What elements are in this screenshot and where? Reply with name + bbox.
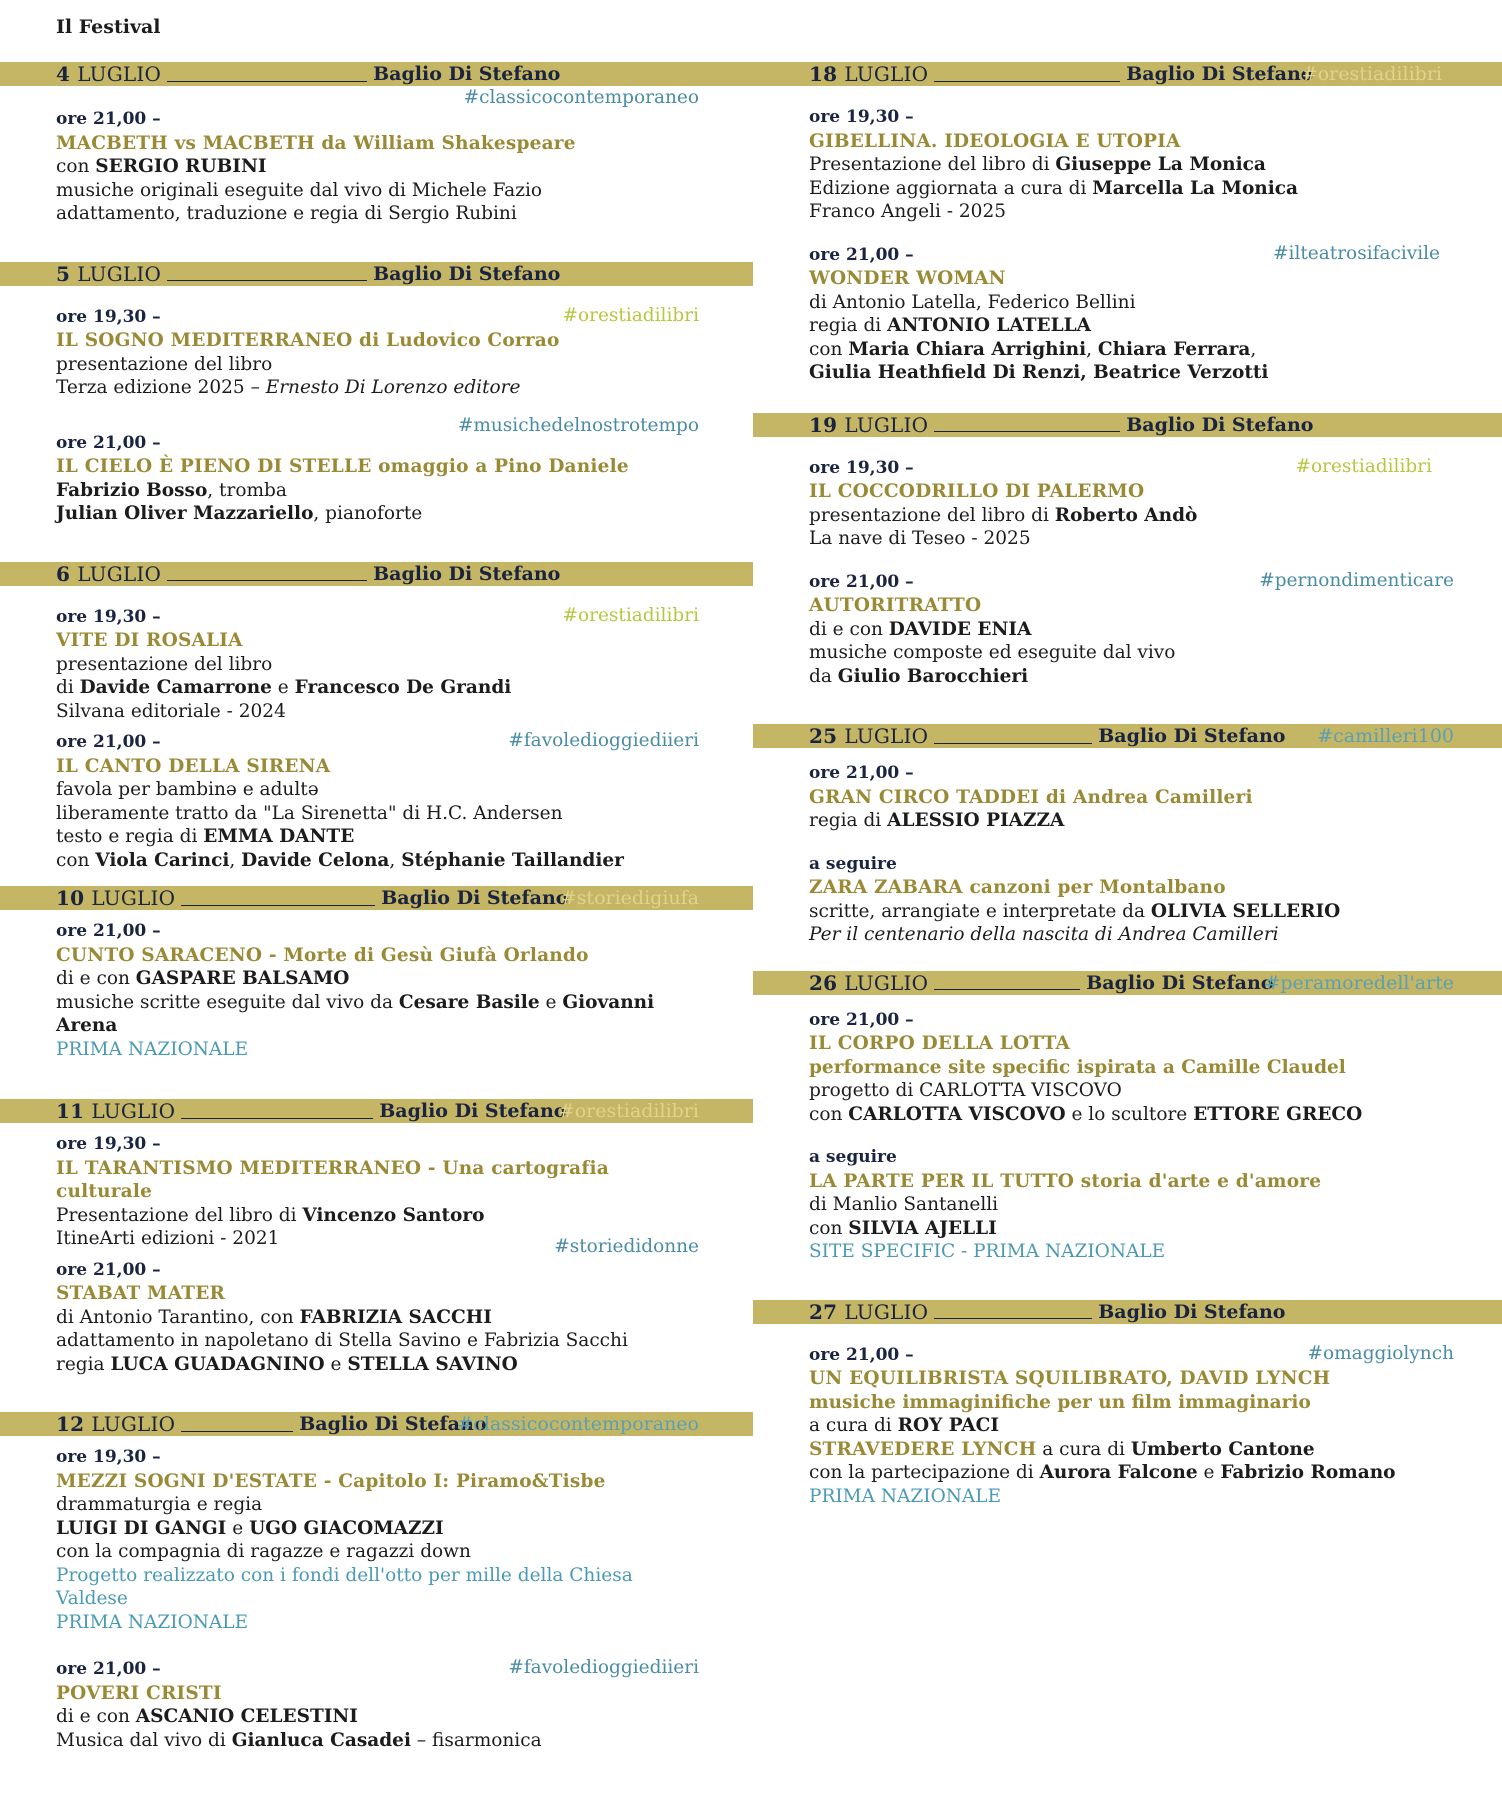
event-line: Julian Oliver Mazzariello, pianoforte [56,503,423,524]
event-title: AUTORITRATTO [809,595,982,616]
page-title: Il Festival [56,16,161,38]
day-bar [753,62,1502,86]
event-line: di Manlio Santanelli [809,1194,999,1215]
event-time: ore 21,00 – [809,1009,914,1030]
divider-line [181,1431,293,1432]
event-time: ore 21,00 – [809,1344,914,1365]
venue-label: Baglio Di Stefano [379,1100,567,1122]
event-time: ore 19,30 – [56,306,161,327]
day-bar [0,62,753,86]
event [809,1344,1454,1509]
venue-label: Baglio Di Stefano [373,562,561,585]
event-line: favola per bambinə e adultə [56,779,319,800]
event-line: musiche scritte eseguite dal vivo da Cesare Basile e Giovanni Arena [56,991,655,1036]
event-line: LUIGI DI GANGI e UGO GIACOMAZZI [56,1517,444,1539]
event-line: adattamento, traduzione e regia di Sergio Rubini [56,203,517,224]
day-bar [753,413,1502,437]
event-title: CUNTO SARACENO - Morte di Gesù Giufà Orlando [56,944,589,966]
event-title: GRAN CIRCO TADDEI di Andrea Camilleri [809,786,1253,808]
day-section [0,1099,753,1376]
hashtag: #favoledioggiediieri [508,730,699,751]
day-section [0,562,753,873]
day-bar [0,1412,753,1436]
day-section [0,1412,753,1752]
day-section [753,413,1502,689]
day-date: 27 LUGLIO [809,1299,929,1324]
hashtag: #orestiadilibri [562,604,699,626]
day-bar [753,724,1502,748]
divider-line [934,1318,1092,1319]
event-line: Franco Angeli - 2025 [809,201,1006,222]
day-date: 4 LUGLIO [56,62,162,86]
hashtag: #omaggiolynch [1307,1342,1454,1364]
event-line: adattamento in napoletano di Stella Savino e Fabrizia Sacchi [56,1330,628,1351]
event-line: PRIMA NAZIONALE [56,1038,249,1060]
event-time: ore 19,30 – [56,606,161,627]
day-date: 10 LUGLIO [56,886,176,910]
event-line: con Viola Carinci, Davide Celona, Stéphanie Taillandier [56,849,624,871]
hashtag: #ilteatrosifacivile [1273,242,1440,264]
venue-label: Baglio Di Stefano [1126,63,1314,85]
divider-line [934,81,1120,82]
divider-line [181,905,375,906]
event-title: GIBELLINA. IDEOLOGIA E UTOPIA [809,130,1181,152]
event-title: MEZZI SOGNI D'ESTATE - Capitolo I: Piramo&Tisbe [56,1470,606,1492]
day-date: 5 LUGLIO [56,261,162,286]
event-line: di Antonio Latella, Federico Bellini [809,291,1136,313]
event-line: regia LUCA GUADAGNINO e STELLA SAVINO [56,1353,518,1375]
event-line: con CARLOTTA VISCOVO e lo scultore ETTORE GRECO [809,1103,1363,1125]
event-title: IL CORPO DELLA LOTTA [809,1033,1071,1054]
divider-line [167,580,367,581]
event-line: ItineArti edizioni - 2021 [56,1228,280,1249]
divider-line [934,989,1080,990]
event-line: SITE SPECIFIC - PRIMA NAZIONALE [809,1241,1166,1262]
day-date: 19 LUGLIO [809,412,929,437]
day-section [0,262,753,526]
event [56,606,699,724]
event-line: presentazione del libro [56,653,273,675]
venue-label: Baglio Di Stefano [1086,971,1274,994]
event-time: ore 19,30 – [56,1447,161,1467]
hashtag: #storiedidonne [554,1235,699,1257]
event [56,1658,699,1752]
divider-line [167,81,367,82]
event-time: ore 21,00 – [809,763,914,783]
day-bar [0,1099,753,1123]
right-column [753,62,1502,1522]
event [56,731,699,872]
event-line: da Giulio Barocchieri [809,665,1029,687]
event [56,920,699,1061]
event-line: La nave di Teseo - 2025 [809,528,1031,549]
day-date: 12 LUGLIO [56,1412,176,1436]
hashtag: #musichedelnostrotempo [457,414,699,436]
day-date: 26 LUGLIO [809,970,929,995]
event-title: UN EQUILIBRISTA SQUILIBRATO, DAVID LYNCH [809,1368,1331,1389]
event-title: IL TARANTISMO MEDITERRANEO - Una cartografia culturale [56,1157,609,1202]
event [56,1446,699,1634]
event-time: ore 21,00 – [56,921,161,941]
event-title: IL COCCODRILLO DI PALERMO [809,481,1145,502]
divider-line [167,280,367,281]
day-section [753,1300,1502,1509]
event-time: ore 19,30 – [56,1134,161,1154]
day-bar [753,971,1502,995]
event-line: Terza edizione 2025 – Ernesto Di Lorenzo editore [56,377,521,398]
day-section [0,886,753,1061]
day-bar [0,886,753,910]
hashtag: #orestiadilibri [1301,63,1442,85]
venue-label: Baglio Di Stefano [1098,725,1286,747]
event-line: Edizione aggiornata a cura di Marcella La Monica [809,177,1299,199]
venue-label: Baglio Di Stefano [373,63,561,85]
day-section [753,724,1502,947]
day-section [0,62,753,226]
event-line: drammaturgia e regia [56,1494,263,1515]
event-time: ore 19,30 – [809,107,914,127]
event [809,457,1454,551]
event-title: WONDER WOMAN [809,268,1006,289]
event-title: IL CIELO È PIENO DI STELLE omaggio a Pino Daniele [56,456,629,477]
event-line: Progetto realizzato con i fondi dell'otto per mille della Chiesa Valdese [56,1564,633,1609]
venue-label: Baglio Di Stefano [299,1413,487,1435]
day-date: 18 LUGLIO [809,62,929,86]
event-line: di e con GASPARE BALSAMO [56,968,350,989]
day-date: 11 LUGLIO [56,1099,176,1123]
event-line: a cura di ROY PACI [809,1415,1000,1436]
event-line: Giulia Heathfield Di Renzi, Beatrice Verzotti [809,362,1269,383]
event-line: presentazione del libro di Roberto Andò [809,504,1198,526]
venue-label: Baglio Di Stefano [381,887,569,909]
event-line: di e con DAVIDE ENIA [809,618,1032,640]
event-line: presentazione del libro [56,353,273,375]
event [56,88,699,226]
hashtag: #favoledioggiediieri [508,1657,699,1678]
day-date: 6 LUGLIO [56,561,162,586]
day-bar [0,562,753,586]
event-time: ore 21,00 – [56,1259,161,1280]
event-line: Presentazione del libro di Giuseppe La Monica [809,154,1266,175]
event-time: ore 21,00 – [809,244,914,265]
divider-line [934,431,1120,432]
event [809,762,1454,833]
event-time: a seguire [809,853,897,874]
event-line: di e con ASCANIO CELESTINI [56,1706,358,1727]
divider-line [181,1118,373,1119]
divider-line [934,743,1092,744]
event-title: MACBETH vs MACBETH da William Shakespeare [56,132,576,154]
event-title: STABAT MATER [56,1283,226,1304]
event-line: regia di ANTONIO LATELLA [809,315,1091,336]
event-line: testo e regia di EMMA DANTE [56,826,355,847]
venue-label: Baglio Di Stefano [373,262,561,285]
event-time: a seguire [809,1147,897,1167]
event [56,414,699,526]
event-subtitle: performance site specific ispirata a Camille Claudel [809,1056,1346,1078]
event [809,106,1454,224]
event-line: con SILVIA AJELLI [809,1217,997,1239]
hashtag: #orestiadilibri [1295,455,1432,477]
event-line: Fabrizio Bosso, tromba [56,479,287,501]
hashtag: #orestiadilibri [562,304,699,326]
event-title: ZARA ZABARA canzoni per Montalbano [809,877,1226,898]
hashtag: #pernondimenticare [1259,569,1454,591]
event-title: POVERI CRISTI [56,1682,222,1704]
event-line: musiche composte ed eseguite dal vivo [809,642,1176,663]
event-line: Per il centenario della nascita di Andrea Camilleri [809,924,1279,945]
event-line: con Maria Chiara Arrighini, Chiara Ferrara, [809,338,1257,360]
event-time: ore 21,00 – [56,732,161,752]
day-section [753,971,1502,1264]
day-bar [753,1300,1502,1324]
event-line: Presentazione del libro di Vincenzo Santoro [56,1204,485,1226]
day-section [753,62,1502,385]
event-title: LA PARTE PER IL TUTTO storia d'arte e d'amore [809,1170,1322,1192]
event-line: PRIMA NAZIONALE [56,1611,249,1633]
event-line: con la compagnia di ragazze e ragazzi down [56,1541,471,1562]
event-title: VITE DI ROSALIA [56,630,243,651]
hashtag: #camilleri100 [1317,725,1454,747]
event-line: di Antonio Tarantino, con FABRIZIA SACCHI [56,1306,492,1328]
event-subtitle: musiche immaginifiche per un film immaginario [809,1391,1311,1413]
day-date: 25 LUGLIO [809,724,929,748]
event-line: Musica dal vivo di Gianluca Casadei – fisarmonica [56,1729,542,1751]
hashtag: #storiedigiufa [560,887,699,909]
event [56,306,699,400]
hashtag: #classicocontemporaneo [457,1413,699,1435]
day-bar [0,262,753,286]
event-line: con SERGIO RUBINI [56,156,267,177]
event-time: ore 21,00 – [56,432,161,453]
event-title: IL CANTO DELLA SIRENA [56,755,331,777]
hashtag: #orestiadilibri [558,1100,699,1122]
event [56,1133,699,1251]
event-title: IL SOGNO MEDITERRANEO di Ludovico Corrao [56,330,560,351]
event [809,244,1454,385]
hashtag: #peramoredell'arte [1264,971,1454,994]
event-line: regia di ALESSIO PIAZZA [809,810,1065,831]
event-line: di Davide Camarrone e Francesco De Grandi [56,677,512,698]
event-time: ore 21,00 – [56,109,161,129]
event-line: scritte, arrangiate e interpretate da OLIVIA SELLERIO [809,900,1341,922]
event-time: ore 21,00 – [56,1659,161,1679]
event [809,1009,1454,1127]
event-line: Silvana editoriale - 2024 [56,700,286,722]
left-column [0,62,753,1766]
event-line: progetto di CARLOTTA VISCOVO [809,1080,1122,1101]
event-line: liberamente tratto da "La Sirenetta" di H.C. Andersen [56,802,563,824]
venue-label: Baglio Di Stefano [1126,413,1314,436]
event-line: PRIMA NAZIONALE [809,1485,1002,1507]
event-time: ore 21,00 – [809,571,914,592]
event [809,1146,1454,1264]
event-line: STRAVEDERE LYNCH a cura di Umberto Cantone [809,1438,1315,1460]
event-line: con la partecipazione di Aurora Falcone e Fabrizio Romano [809,1462,1396,1483]
event [809,571,1454,689]
hashtag: #classicocontemporaneo [463,87,699,108]
event [809,853,1454,947]
venue-label: Baglio Di Stefano [1098,1300,1286,1323]
event-line: musiche originali eseguite dal vivo di Michele Fazio [56,179,543,201]
event-time: ore 19,30 – [809,457,914,478]
